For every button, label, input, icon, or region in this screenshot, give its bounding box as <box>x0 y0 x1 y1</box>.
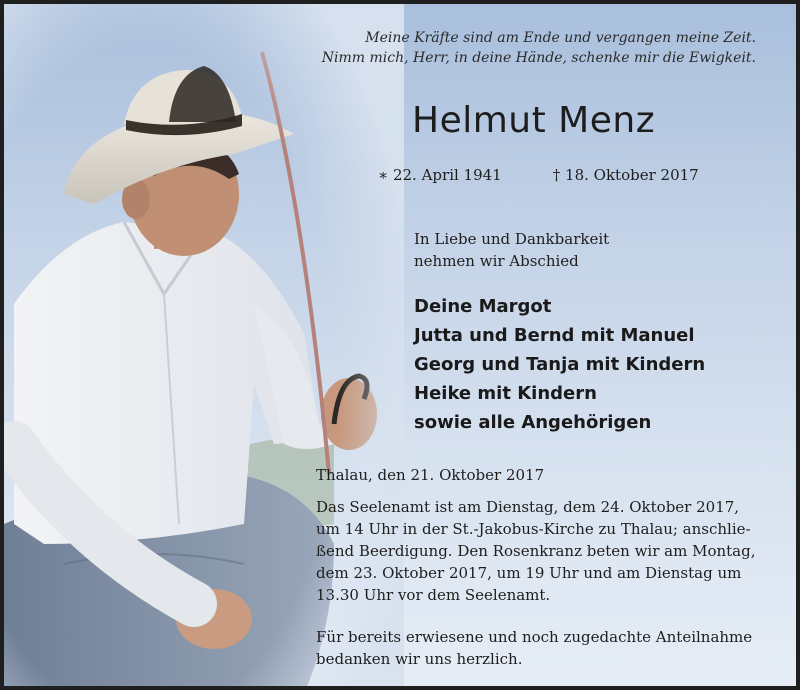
mourners-list <box>414 292 705 437</box>
service-line: 13.30 Uhr vor dem Seelenamt. <box>316 586 551 604</box>
service-line: dem 23. Oktober 2017, um 19 Uhr und am Dienstag um <box>316 564 742 582</box>
intro-line-2: nehmen wir Abschied <box>414 252 579 270</box>
birth-date: ∗ 22. April 1941 <box>378 166 502 184</box>
thanks-note <box>316 626 752 670</box>
memorial-quote <box>286 28 756 68</box>
mourner-line: Deine Margot <box>414 296 552 317</box>
quote-line-2: Nimm mich, Herr, in deine Hände, schenke mir die Ewigkeit. <box>321 50 756 66</box>
mourner-line: sowie alle Angehörigen <box>414 412 652 433</box>
mourner-line: Georg und Tanja mit Kindern <box>414 354 706 375</box>
thanks-line: bedanken wir uns herzlich. <box>316 650 523 668</box>
mourner-line: Jutta und Bernd mit Manuel <box>414 325 695 346</box>
service-line: ßend Beerdigung. Den Rosenkranz beten wir am Montag, <box>316 542 756 560</box>
service-line: Das Seelenamt ist am Dienstag, dem 24. Oktober 2017, <box>316 498 740 516</box>
farewell-intro <box>414 228 609 272</box>
place-and-date: Thalau, den 21. Oktober 2017 <box>316 466 545 484</box>
service-announcement <box>316 496 778 606</box>
death-date: † 18. Oktober 2017 <box>552 166 699 184</box>
quote-line-1: Meine Kräfte sind am Ende und vergangen meine Zeit. <box>365 30 756 46</box>
service-line: um 14 Uhr in der St.-Jakobus-Kirche zu Thalau; anschlie- <box>316 520 751 538</box>
life-dates <box>378 166 699 184</box>
thanks-line: Für bereits erwiesene und noch zugedachte Anteilnahme <box>316 628 753 646</box>
intro-line-1: In Liebe und Dankbarkeit <box>414 230 610 248</box>
mourner-line: Heike mit Kindern <box>414 383 597 404</box>
deceased-name: Helmut Menz <box>412 100 656 141</box>
